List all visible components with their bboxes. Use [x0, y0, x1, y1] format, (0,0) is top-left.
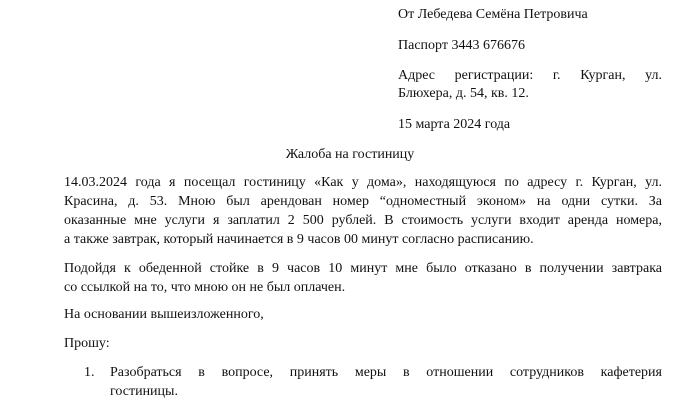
- list-item-line: гостиницы.: [110, 384, 178, 399]
- paragraph-refusal: [64, 259, 662, 297]
- address-line-1: Адрес регистрации: г. Курган, ул.: [398, 68, 662, 83]
- paragraph-line: Прошу:: [64, 336, 110, 351]
- paragraph-basis: [64, 305, 662, 324]
- paragraph-visit: [64, 173, 662, 249]
- paragraph-line: Красина, д. 53. Мною был арендован номер “одноместный эконом» на одни сутки. За: [64, 194, 662, 209]
- document-date: 15 марта 2024 года: [398, 117, 511, 132]
- document-title: Жалоба на гостиницу: [285, 147, 415, 162]
- list-item-text: [110, 363, 662, 401]
- list-item-number: 1.: [84, 365, 95, 380]
- passport-info: Паспорт 3443 676676: [398, 38, 525, 53]
- paragraph-line: На основании вышеизложенного,: [64, 307, 264, 322]
- paragraph-request: [64, 334, 662, 353]
- list-item-line: Разобраться в вопросе, принять меры в отношении сотрудников кафетерия: [110, 365, 662, 380]
- paragraph-line: оказанные мне услуги я заплатил 2 500 рублей. В стоимость услуги входит аренда номера,: [64, 213, 662, 228]
- paragraph-line: 14.03.2024 года я посещал гостиницу «Как у дома», находящуюся по адресу г. Курган, ул.: [64, 175, 662, 190]
- paragraph-line: Подойдя к обеденной стойке в 9 часов 10 минут мне было отказано в получении завтрака: [64, 261, 662, 276]
- address-line-2: Блюхера, д. 54, кв. 12.: [398, 86, 529, 101]
- paragraph-line: со ссылкой на то, что мною он не был оплачен.: [64, 280, 346, 295]
- paragraph-line: а также завтрак, который начинается в 9 часов 00 минут согласно расписанию.: [64, 232, 534, 247]
- sender-name: От Лебедева Семёна Петровича: [398, 7, 588, 22]
